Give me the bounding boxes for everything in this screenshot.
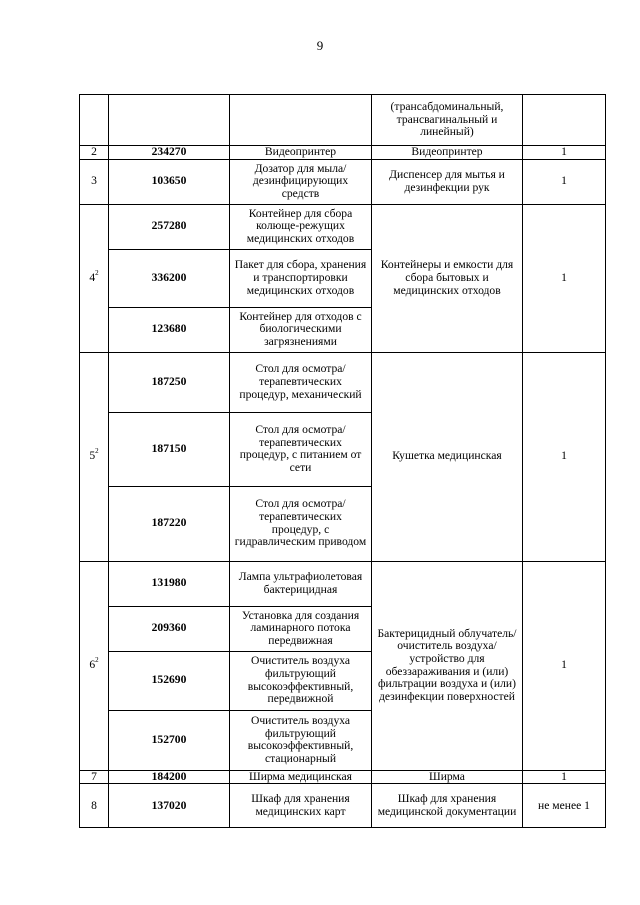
row-number-cell: 3 (80, 159, 109, 204)
code-cell: 209360 (109, 606, 230, 651)
type-cell: Шкаф для хранения медицинских карт (230, 784, 372, 828)
code-cell: 131980 (109, 561, 230, 606)
row-number-cell: 7 (80, 770, 109, 784)
code-cell: 123680 (109, 307, 230, 352)
type-cell: Стол для осмотра/терапевтических процедур, с гидравлическим приводом (230, 486, 372, 561)
row-number-cell: 2 (80, 146, 109, 160)
code-cell: 187150 (109, 412, 230, 486)
table-row (80, 159, 606, 204)
equipment-name-cell: Бактерицидный облучатель/ очиститель воздуха/ устройство для обеззараживания и (или) фильтрации воздуха и (или) дезинфекции поверхностей (372, 561, 523, 770)
quantity-cell: не менее 1 (523, 784, 606, 828)
row-number-cell: $4^2$ (80, 204, 109, 352)
row-number-cell (80, 95, 109, 146)
code-cell: 137020 (109, 784, 230, 828)
table-row (80, 561, 606, 606)
equipment-name-cell: (трансабдоминальный, трансвагинальный и линейный) (372, 95, 523, 146)
code-cell: 184200 (109, 770, 230, 784)
quantity-cell: 1 (523, 146, 606, 160)
type-cell: Ширма медицинская (230, 770, 372, 784)
table-row (80, 204, 606, 249)
type-cell: Стол для осмотра/терапевтических процедур, с питанием от сети (230, 412, 372, 486)
type-cell: Контейнер для сбора колюще-режущих медицинских отходов (230, 204, 372, 249)
code-cell: 152700 (109, 710, 230, 770)
code-cell: 103650 (109, 159, 230, 204)
quantity-cell: 1 (523, 770, 606, 784)
row-number-cell: $5^2$ (80, 352, 109, 561)
code-cell: 152690 (109, 651, 230, 710)
code-cell: 187220 (109, 486, 230, 561)
table-row (80, 352, 606, 412)
table-row (80, 95, 606, 146)
code-cell: 257280 (109, 204, 230, 249)
quantity-cell: 1 (523, 561, 606, 770)
type-cell (230, 95, 372, 146)
type-cell: Лампа ультрафиолетовая бактерицидная (230, 561, 372, 606)
type-cell: Дозатор для мыла/ дезинфицирующих средств (230, 159, 372, 204)
page-number: 9 (316, 38, 324, 53)
row-number-cell: 8 (80, 784, 109, 828)
equipment-table (79, 94, 606, 828)
type-cell: Очиститель воздуха фильтрующий высокоэффективный, передвижной (230, 651, 372, 710)
type-cell: Контейнер для отходов с биологическими загрязнениями (230, 307, 372, 352)
type-cell: Очиститель воздуха фильтрующий высокоэффективный, стационарный (230, 710, 372, 770)
equipment-name-cell: Видеопринтер (372, 146, 523, 160)
quantity-cell: 1 (523, 159, 606, 204)
type-cell: Стол для осмотра/терапевтических процедур, механический (230, 352, 372, 412)
table-row (80, 770, 606, 784)
quantity-cell: 1 (523, 204, 606, 352)
equipment-name-cell: Кушетка медицинская (372, 352, 523, 561)
type-cell: Установка для создания ламинарного потока передвижная (230, 606, 372, 651)
quantity-cell (523, 95, 606, 146)
type-cell: Видеопринтер (230, 146, 372, 160)
code-cell: 234270 (109, 146, 230, 160)
code-cell: 187250 (109, 352, 230, 412)
equipment-name-cell: Диспенсер для мытья и дезинфекции рук (372, 159, 523, 204)
quantity-cell: 1 (523, 352, 606, 561)
equipment-name-cell: Ширма (372, 770, 523, 784)
code-cell: 336200 (109, 249, 230, 307)
equipment-name-cell: Контейнеры и емкости для сбора бытовых и медицинских отходов (372, 204, 523, 352)
row-number-cell: $6^2$ (80, 561, 109, 770)
table-row (80, 146, 606, 160)
code-cell (109, 95, 230, 146)
table-row (80, 784, 606, 828)
equipment-name-cell: Шкаф для хранения медицинской документации (372, 784, 523, 828)
type-cell: Пакет для сбора, хранения и транспортировки медицинских отходов (230, 249, 372, 307)
